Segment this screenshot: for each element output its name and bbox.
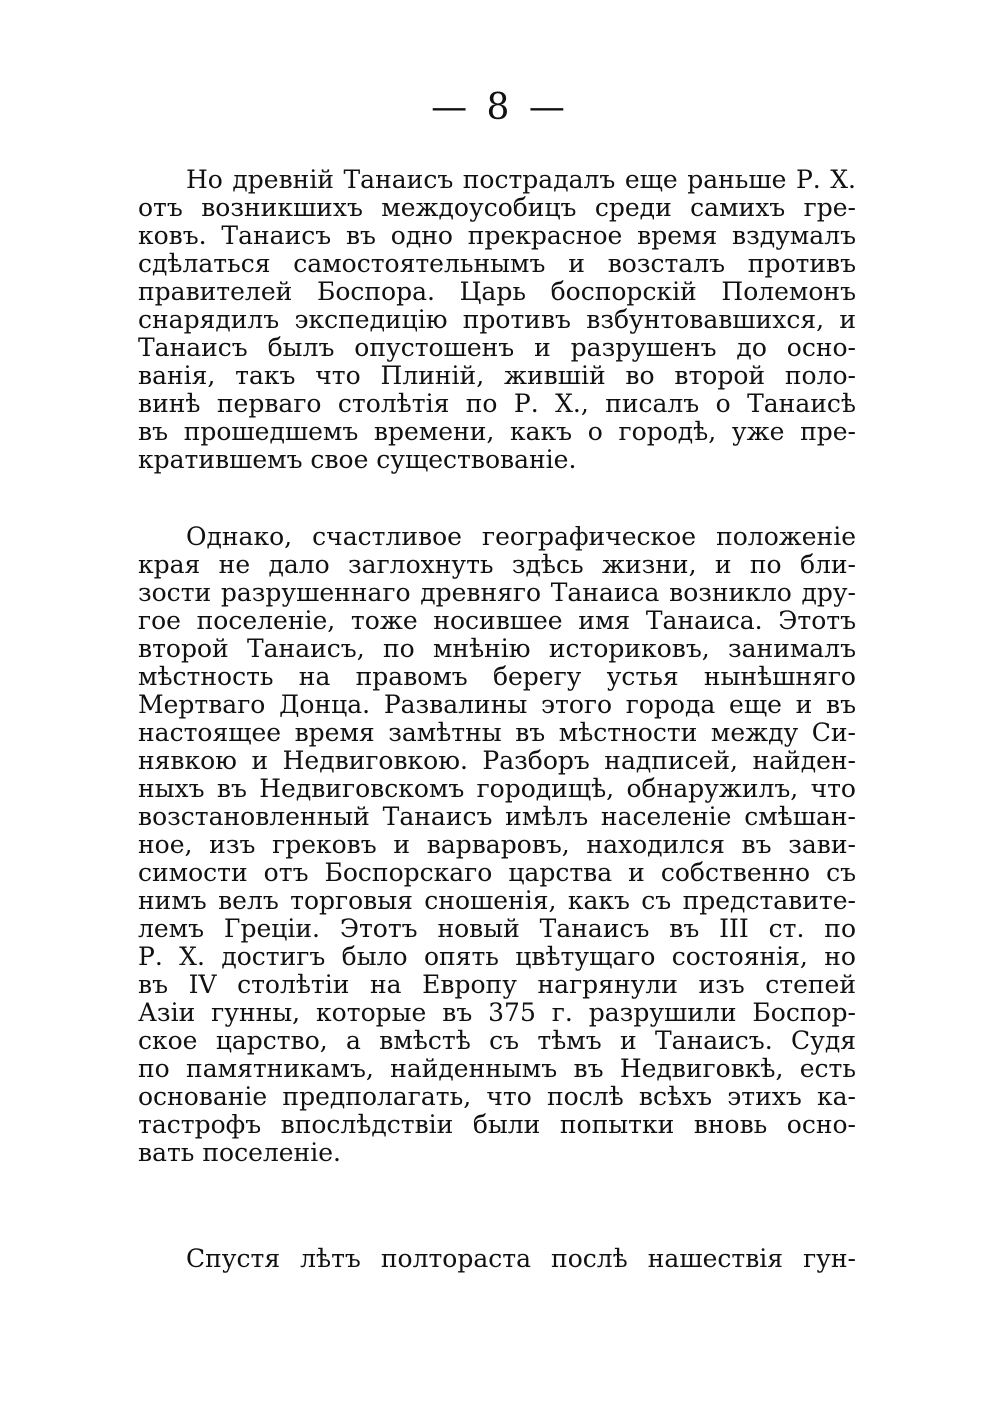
paragraph-2 — [138, 523, 856, 1167]
text-line: второй Танаисъ, по мнѣнію историковъ, занималъ — [138, 635, 856, 663]
text-line: ковъ. Танаисъ въ одно прекрасное время вздумалъ — [138, 222, 856, 250]
text-line: Однако, счастливое географическое положеніе — [186, 523, 856, 551]
text-line: вать поселеніе. — [138, 1139, 341, 1167]
paragraph-3 — [138, 1245, 856, 1273]
text-line: Азіи гунны, которые въ 375 г. разрушили Боспор- — [138, 999, 856, 1027]
text-line: нимъ велъ торговыя сношенія, какъ съ представите- — [138, 887, 856, 915]
text-line: симости отъ Боспорскаго царства и собственно съ — [138, 859, 856, 887]
text-line: въ прошедшемъ времени, какъ о городѣ, уже пре- — [138, 418, 856, 446]
text-line: зости разрушеннаго древняго Танаиса возникло дру- — [138, 579, 856, 607]
text-line: ныхъ въ Недвиговскомъ городищѣ, обнаружилъ, что — [138, 775, 856, 803]
text-line: кратившемъ свое существованіе. — [138, 446, 577, 474]
text-line: настоящее время замѣтны въ мѣстности между Си- — [138, 719, 856, 747]
text-line: Мертваго Донца. Развалины этого города еще и въ — [138, 691, 856, 719]
text-line: ванія, такъ что Плиній, жившій во второй поло- — [138, 362, 856, 390]
text-line: ное, изъ грековъ и варваровъ, находился въ зави- — [138, 831, 856, 859]
text-line: ское царство, а вмѣстѣ съ тѣмъ и Танаисъ. Судя — [138, 1027, 856, 1055]
text-line: Р. Х. достигъ было опять цвѣтущаго состоянія, но — [138, 943, 856, 971]
text-line: винѣ перваго столѣтія по Р. Х., писалъ о Танаисѣ — [138, 390, 856, 418]
text-line: лемъ Греціи. Этотъ новый Танаисъ въ III ст. по — [138, 915, 856, 943]
text-line: снарядилъ экспедицію противъ взбунтовавшихся, и — [138, 306, 856, 334]
page-number: — 8 — — [431, 87, 569, 128]
text-line: сдѣлаться самостоятельнымъ и возсталъ противъ — [138, 250, 856, 278]
text-line: отъ возникшихъ междоусобицъ среди самихъ гре- — [138, 194, 856, 222]
text-line: гое поселеніе, тоже носившее имя Танаиса. Этотъ — [138, 607, 856, 635]
paragraph-1 — [138, 166, 856, 474]
text-line: Но древній Танаисъ пострадалъ еще раньше Р. Х. — [186, 166, 856, 194]
text-line: по памятникамъ, найденнымъ въ Недвиговкѣ, есть — [138, 1055, 856, 1083]
text-line: правителей Боспора. Царь боспорскій Полемонъ — [138, 278, 856, 306]
text-line: нявкою и Недвиговкою. Разборъ надписей, найден- — [138, 747, 856, 775]
text-line: мѣстность на правомъ берегу устья нынѣшняго — [138, 663, 856, 691]
text-line: въ IV столѣтіи на Европу нагрянули изъ степей — [138, 971, 856, 999]
text-line: основаніе предполагать, что послѣ всѣхъ этихъ ка- — [138, 1083, 856, 1111]
text-line: возстановленный Танаисъ имѣлъ населеніе смѣшан- — [138, 803, 856, 831]
text-line: Танаисъ былъ опустошенъ и разрушенъ до осно- — [138, 334, 856, 362]
text-line: Спустя лѣтъ полтораста послѣ нашествія гун- — [186, 1245, 856, 1273]
text-line: края не дало заглохнуть здѣсь жизни, и по бли- — [138, 551, 856, 579]
text-line: тастрофъ впослѣдствіи были попытки вновь осно- — [138, 1111, 856, 1139]
